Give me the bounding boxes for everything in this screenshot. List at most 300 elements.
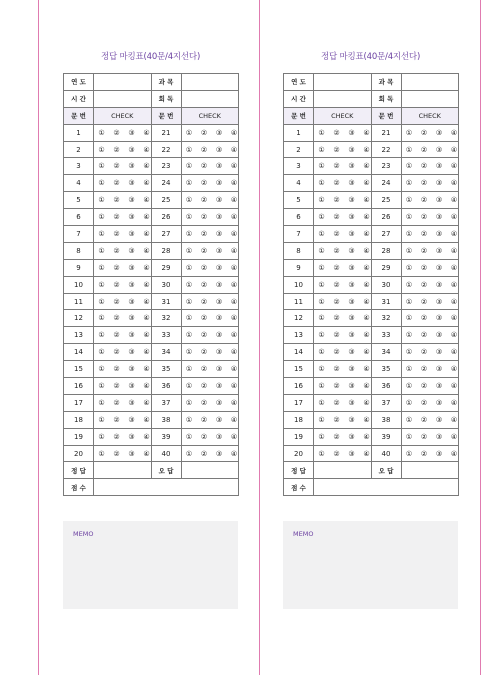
choice-3-bubble[interactable]: ③ [348,449,355,458]
choice-4-bubble[interactable]: ④ [363,348,370,357]
choice-1-bubble[interactable]: ① [98,229,105,238]
choice-4-bubble[interactable]: ④ [363,196,370,205]
choice-4-bubble[interactable]: ④ [450,398,458,407]
choice-4-bubble[interactable]: ④ [143,297,150,306]
choice-3-bubble[interactable]: ③ [435,145,443,154]
choice-4-bubble[interactable]: ④ [450,331,458,340]
choice-3-bubble[interactable]: ③ [435,196,443,205]
choice-1-bubble[interactable]: ① [405,314,413,323]
choice-1-bubble[interactable]: ① [405,145,413,154]
choice-1-bubble[interactable]: ① [98,331,105,340]
choice-4-bubble[interactable]: ④ [230,314,238,323]
choice-1-bubble[interactable]: ① [405,348,413,357]
choice-2-bubble[interactable]: ② [333,263,340,272]
choice-4-bubble[interactable]: ④ [230,280,238,289]
choice-1-bubble[interactable]: ① [318,449,325,458]
choice-4-bubble[interactable]: ④ [363,415,370,424]
choice-2-bubble[interactable]: ② [113,128,120,137]
choice-3-bubble[interactable]: ③ [348,196,355,205]
choice-3-bubble[interactable]: ③ [128,331,135,340]
subject-field[interactable] [181,74,239,91]
choice-2-bubble[interactable]: ② [200,432,208,441]
choice-3-bubble[interactable]: ③ [435,398,443,407]
choice-3-bubble[interactable]: ③ [348,398,355,407]
choice-3-bubble[interactable]: ③ [215,179,223,188]
choice-2-bubble[interactable]: ② [420,348,428,357]
choice-1-bubble[interactable]: ① [185,196,193,205]
wrong-field[interactable] [181,462,239,479]
choice-3-bubble[interactable]: ③ [348,365,355,374]
choice-1-bubble[interactable]: ① [318,213,325,222]
choice-2-bubble[interactable]: ② [113,398,120,407]
choice-1-bubble[interactable]: ① [318,179,325,188]
choice-4-bubble[interactable]: ④ [363,365,370,374]
choice-2-bubble[interactable]: ② [333,196,340,205]
choice-3-bubble[interactable]: ③ [435,162,443,171]
choice-2-bubble[interactable]: ② [333,348,340,357]
choice-3-bubble[interactable]: ③ [128,297,135,306]
choice-4-bubble[interactable]: ④ [363,331,370,340]
choice-1-bubble[interactable]: ① [405,263,413,272]
choice-2-bubble[interactable]: ② [200,162,208,171]
choice-2-bubble[interactable]: ② [333,432,340,441]
round-field[interactable] [401,90,459,107]
choice-1-bubble[interactable]: ① [185,348,193,357]
choice-2-bubble[interactable]: ② [420,381,428,390]
choice-2-bubble[interactable]: ② [333,179,340,188]
choice-1-bubble[interactable]: ① [318,229,325,238]
choice-1-bubble[interactable]: ① [185,263,193,272]
choice-4-bubble[interactable]: ④ [450,145,458,154]
choice-1-bubble[interactable]: ① [98,365,105,374]
choice-1-bubble[interactable]: ① [98,263,105,272]
choice-3-bubble[interactable]: ③ [128,415,135,424]
choice-3-bubble[interactable]: ③ [435,263,443,272]
choice-3-bubble[interactable]: ③ [348,432,355,441]
choice-2-bubble[interactable]: ② [200,229,208,238]
choice-4-bubble[interactable]: ④ [230,145,238,154]
choice-2-bubble[interactable]: ② [200,449,208,458]
choice-1-bubble[interactable]: ① [405,365,413,374]
correct-field[interactable] [314,462,372,479]
choice-4-bubble[interactable]: ④ [143,213,150,222]
choice-3-bubble[interactable]: ③ [215,246,223,255]
choice-1-bubble[interactable]: ① [98,449,105,458]
choice-2-bubble[interactable]: ② [333,162,340,171]
choice-4-bubble[interactable]: ④ [450,263,458,272]
choice-4-bubble[interactable]: ④ [450,432,458,441]
choice-1-bubble[interactable]: ① [98,179,105,188]
choice-2-bubble[interactable]: ② [113,246,120,255]
choice-1-bubble[interactable]: ① [185,365,193,374]
choice-3-bubble[interactable]: ③ [435,246,443,255]
choice-1-bubble[interactable]: ① [318,246,325,255]
choice-1-bubble[interactable]: ① [185,432,193,441]
choice-1-bubble[interactable]: ① [405,196,413,205]
choice-4-bubble[interactable]: ④ [143,314,150,323]
choice-3-bubble[interactable]: ③ [215,145,223,154]
choice-4-bubble[interactable]: ④ [363,314,370,323]
choice-1-bubble[interactable]: ① [318,196,325,205]
choice-1-bubble[interactable]: ① [98,128,105,137]
choice-3-bubble[interactable]: ③ [128,432,135,441]
choice-1-bubble[interactable]: ① [185,398,193,407]
choice-2-bubble[interactable]: ② [333,381,340,390]
choice-1-bubble[interactable]: ① [405,128,413,137]
choice-3-bubble[interactable]: ③ [215,297,223,306]
choice-3-bubble[interactable]: ③ [128,381,135,390]
choice-4-bubble[interactable]: ④ [450,179,458,188]
choice-3-bubble[interactable]: ③ [128,213,135,222]
choice-4-bubble[interactable]: ④ [450,365,458,374]
choice-1-bubble[interactable]: ① [405,398,413,407]
choice-1-bubble[interactable]: ① [318,398,325,407]
choice-3-bubble[interactable]: ③ [348,145,355,154]
choice-2-bubble[interactable]: ② [420,229,428,238]
choice-1-bubble[interactable]: ① [185,381,193,390]
choice-1-bubble[interactable]: ① [185,229,193,238]
choice-1-bubble[interactable]: ① [318,128,325,137]
choice-4-bubble[interactable]: ④ [450,280,458,289]
choice-3-bubble[interactable]: ③ [215,196,223,205]
choice-3-bubble[interactable]: ③ [435,449,443,458]
choice-1-bubble[interactable]: ① [185,145,193,154]
choice-3-bubble[interactable]: ③ [348,263,355,272]
choice-3-bubble[interactable]: ③ [435,314,443,323]
choice-3-bubble[interactable]: ③ [435,365,443,374]
time-field[interactable] [94,90,152,107]
choice-3-bubble[interactable]: ③ [348,128,355,137]
choice-4-bubble[interactable]: ④ [363,246,370,255]
choice-4-bubble[interactable]: ④ [230,297,238,306]
choice-3-bubble[interactable]: ③ [348,213,355,222]
choice-3-bubble[interactable]: ③ [128,229,135,238]
choice-4-bubble[interactable]: ④ [363,263,370,272]
choice-2-bubble[interactable]: ② [113,314,120,323]
choice-4-bubble[interactable]: ④ [143,128,150,137]
choice-2-bubble[interactable]: ② [420,398,428,407]
choice-2-bubble[interactable]: ② [333,145,340,154]
choice-2-bubble[interactable]: ② [333,365,340,374]
choice-3-bubble[interactable]: ③ [435,280,443,289]
choice-2-bubble[interactable]: ② [420,297,428,306]
choice-1-bubble[interactable]: ① [318,314,325,323]
choice-1-bubble[interactable]: ① [185,314,193,323]
choice-4-bubble[interactable]: ④ [450,297,458,306]
choice-1-bubble[interactable]: ① [318,162,325,171]
choice-1-bubble[interactable]: ① [185,415,193,424]
choice-2-bubble[interactable]: ② [200,398,208,407]
choice-1-bubble[interactable]: ① [98,145,105,154]
choice-1-bubble[interactable]: ① [405,449,413,458]
choice-4-bubble[interactable]: ④ [363,229,370,238]
choice-3-bubble[interactable]: ③ [215,229,223,238]
choice-3-bubble[interactable]: ③ [348,280,355,289]
choice-3-bubble[interactable]: ③ [215,449,223,458]
choice-4-bubble[interactable]: ④ [230,365,238,374]
choice-1-bubble[interactable]: ① [98,196,105,205]
choice-4-bubble[interactable]: ④ [143,162,150,171]
round-field[interactable] [181,90,239,107]
choice-2-bubble[interactable]: ② [333,280,340,289]
choice-2-bubble[interactable]: ② [200,179,208,188]
choice-3-bubble[interactable]: ③ [128,196,135,205]
choice-4-bubble[interactable]: ④ [450,196,458,205]
choice-4-bubble[interactable]: ④ [143,263,150,272]
choice-1-bubble[interactable]: ① [318,381,325,390]
subject-field[interactable] [401,74,459,91]
choice-1-bubble[interactable]: ① [405,280,413,289]
choice-1-bubble[interactable]: ① [185,213,193,222]
choice-4-bubble[interactable]: ④ [143,331,150,340]
choice-4-bubble[interactable]: ④ [363,297,370,306]
choice-2-bubble[interactable]: ② [113,196,120,205]
choice-4-bubble[interactable]: ④ [230,263,238,272]
choice-3-bubble[interactable]: ③ [215,415,223,424]
choice-3-bubble[interactable]: ③ [128,179,135,188]
choice-2-bubble[interactable]: ② [113,145,120,154]
choice-1-bubble[interactable]: ① [98,381,105,390]
choice-3-bubble[interactable]: ③ [128,246,135,255]
choice-4-bubble[interactable]: ④ [363,398,370,407]
choice-3-bubble[interactable]: ③ [215,398,223,407]
choice-2-bubble[interactable]: ② [200,297,208,306]
choice-3-bubble[interactable]: ③ [348,381,355,390]
choice-3-bubble[interactable]: ③ [215,432,223,441]
choice-4-bubble[interactable]: ④ [450,449,458,458]
choice-4-bubble[interactable]: ④ [230,229,238,238]
choice-2-bubble[interactable]: ② [200,415,208,424]
choice-2-bubble[interactable]: ② [113,162,120,171]
choice-1-bubble[interactable]: ① [98,432,105,441]
choice-2-bubble[interactable]: ② [200,263,208,272]
choice-2-bubble[interactable]: ② [420,145,428,154]
choice-2-bubble[interactable]: ② [420,196,428,205]
choice-4-bubble[interactable]: ④ [363,280,370,289]
choice-2-bubble[interactable]: ② [333,415,340,424]
choice-3-bubble[interactable]: ③ [348,162,355,171]
choice-3-bubble[interactable]: ③ [348,179,355,188]
choice-2-bubble[interactable]: ② [333,314,340,323]
choice-4-bubble[interactable]: ④ [450,213,458,222]
choice-1-bubble[interactable]: ① [405,432,413,441]
choice-3-bubble[interactable]: ③ [128,280,135,289]
wrong-field[interactable] [401,462,459,479]
choice-3-bubble[interactable]: ③ [215,381,223,390]
choice-2-bubble[interactable]: ② [420,179,428,188]
choice-1-bubble[interactable]: ① [98,280,105,289]
choice-4-bubble[interactable]: ④ [230,246,238,255]
choice-4-bubble[interactable]: ④ [143,145,150,154]
choice-1-bubble[interactable]: ① [185,297,193,306]
choice-3-bubble[interactable]: ③ [215,314,223,323]
choice-4-bubble[interactable]: ④ [363,145,370,154]
choice-3-bubble[interactable]: ③ [128,263,135,272]
choice-4-bubble[interactable]: ④ [450,229,458,238]
choice-1-bubble[interactable]: ① [405,415,413,424]
choice-3-bubble[interactable]: ③ [435,297,443,306]
choice-2-bubble[interactable]: ② [420,365,428,374]
choice-3-bubble[interactable]: ③ [215,348,223,357]
choice-2-bubble[interactable]: ② [113,381,120,390]
choice-2-bubble[interactable]: ② [113,331,120,340]
choice-4-bubble[interactable]: ④ [230,213,238,222]
choice-2-bubble[interactable]: ② [200,331,208,340]
year-field[interactable] [314,74,372,91]
choice-2-bubble[interactable]: ② [113,348,120,357]
choice-1-bubble[interactable]: ① [405,297,413,306]
choice-4-bubble[interactable]: ④ [143,398,150,407]
choice-1-bubble[interactable]: ① [405,331,413,340]
choice-4-bubble[interactable]: ④ [230,179,238,188]
choice-2-bubble[interactable]: ② [200,314,208,323]
choice-4-bubble[interactable]: ④ [363,162,370,171]
choice-2-bubble[interactable]: ② [113,297,120,306]
choice-2-bubble[interactable]: ② [333,297,340,306]
choice-2-bubble[interactable]: ② [333,246,340,255]
choice-4-bubble[interactable]: ④ [143,449,150,458]
choice-3-bubble[interactable]: ③ [348,246,355,255]
choice-3-bubble[interactable]: ③ [435,348,443,357]
choice-4-bubble[interactable]: ④ [230,432,238,441]
choice-2-bubble[interactable]: ② [420,246,428,255]
choice-2-bubble[interactable]: ② [113,280,120,289]
choice-2-bubble[interactable]: ② [113,432,120,441]
choice-3-bubble[interactable]: ③ [128,162,135,171]
choice-3-bubble[interactable]: ③ [215,331,223,340]
choice-3-bubble[interactable]: ③ [215,213,223,222]
choice-4-bubble[interactable]: ④ [363,381,370,390]
choice-3-bubble[interactable]: ③ [435,128,443,137]
choice-4-bubble[interactable]: ④ [143,196,150,205]
choice-1-bubble[interactable]: ① [185,280,193,289]
choice-3-bubble[interactable]: ③ [128,145,135,154]
choice-3-bubble[interactable]: ③ [128,365,135,374]
choice-2-bubble[interactable]: ② [200,196,208,205]
choice-1-bubble[interactable]: ① [318,365,325,374]
year-field[interactable] [94,74,152,91]
choice-1-bubble[interactable]: ① [318,331,325,340]
memo-box-right[interactable] [283,521,458,609]
choice-4-bubble[interactable]: ④ [143,246,150,255]
choice-1-bubble[interactable]: ① [98,415,105,424]
choice-1-bubble[interactable]: ① [405,381,413,390]
choice-1-bubble[interactable]: ① [405,246,413,255]
choice-2-bubble[interactable]: ② [420,162,428,171]
choice-1-bubble[interactable]: ① [405,229,413,238]
choice-2-bubble[interactable]: ② [200,280,208,289]
choice-2-bubble[interactable]: ② [113,213,120,222]
choice-3-bubble[interactable]: ③ [215,128,223,137]
choice-4-bubble[interactable]: ④ [450,314,458,323]
choice-3-bubble[interactable]: ③ [348,229,355,238]
choice-4-bubble[interactable]: ④ [450,381,458,390]
memo-box-left[interactable] [63,521,238,609]
choice-4-bubble[interactable]: ④ [143,280,150,289]
choice-2-bubble[interactable]: ② [113,179,120,188]
choice-4-bubble[interactable]: ④ [143,432,150,441]
choice-2-bubble[interactable]: ② [420,280,428,289]
choice-4-bubble[interactable]: ④ [143,229,150,238]
choice-2-bubble[interactable]: ② [333,213,340,222]
choice-4-bubble[interactable]: ④ [363,128,370,137]
choice-2-bubble[interactable]: ② [333,128,340,137]
choice-1-bubble[interactable]: ① [98,213,105,222]
choice-2-bubble[interactable]: ② [420,314,428,323]
choice-3-bubble[interactable]: ③ [348,314,355,323]
choice-3-bubble[interactable]: ③ [435,331,443,340]
choice-4-bubble[interactable]: ④ [450,348,458,357]
choice-2-bubble[interactable]: ② [420,415,428,424]
choice-4-bubble[interactable]: ④ [143,381,150,390]
choice-1-bubble[interactable]: ① [98,246,105,255]
choice-1-bubble[interactable]: ① [318,348,325,357]
score-field[interactable] [94,479,239,496]
choice-4-bubble[interactable]: ④ [230,196,238,205]
choice-4-bubble[interactable]: ④ [230,415,238,424]
choice-2-bubble[interactable]: ② [200,381,208,390]
choice-4-bubble[interactable]: ④ [230,449,238,458]
choice-1-bubble[interactable]: ① [405,213,413,222]
choice-4-bubble[interactable]: ④ [363,213,370,222]
choice-3-bubble[interactable]: ③ [215,280,223,289]
choice-3-bubble[interactable]: ③ [348,331,355,340]
choice-2-bubble[interactable]: ② [420,213,428,222]
choice-2-bubble[interactable]: ② [420,263,428,272]
choice-4-bubble[interactable]: ④ [143,179,150,188]
choice-1-bubble[interactable]: ① [185,179,193,188]
choice-2-bubble[interactable]: ② [200,246,208,255]
choice-4-bubble[interactable]: ④ [363,449,370,458]
choice-2-bubble[interactable]: ② [333,449,340,458]
choice-2-bubble[interactable]: ② [333,331,340,340]
choice-1-bubble[interactable]: ① [318,280,325,289]
choice-2-bubble[interactable]: ② [420,128,428,137]
choice-4-bubble[interactable]: ④ [450,246,458,255]
choice-3-bubble[interactable]: ③ [435,432,443,441]
choice-3-bubble[interactable]: ③ [128,449,135,458]
choice-3-bubble[interactable]: ③ [215,162,223,171]
choice-3-bubble[interactable]: ③ [128,348,135,357]
choice-4-bubble[interactable]: ④ [143,348,150,357]
choice-1-bubble[interactable]: ① [98,348,105,357]
choice-1-bubble[interactable]: ① [405,179,413,188]
choice-1-bubble[interactable]: ① [185,128,193,137]
choice-3-bubble[interactable]: ③ [435,213,443,222]
choice-1-bubble[interactable]: ① [98,297,105,306]
choice-1-bubble[interactable]: ① [318,145,325,154]
choice-4-bubble[interactable]: ④ [230,331,238,340]
choice-1-bubble[interactable]: ① [318,415,325,424]
choice-1-bubble[interactable]: ① [318,432,325,441]
choice-2-bubble[interactable]: ② [200,213,208,222]
choice-4-bubble[interactable]: ④ [230,128,238,137]
choice-3-bubble[interactable]: ③ [348,348,355,357]
choice-4-bubble[interactable]: ④ [450,128,458,137]
choice-3-bubble[interactable]: ③ [435,415,443,424]
choice-4-bubble[interactable]: ④ [230,381,238,390]
correct-field[interactable] [94,462,152,479]
choice-2-bubble[interactable]: ② [113,449,120,458]
choice-2-bubble[interactable]: ② [113,365,120,374]
choice-4-bubble[interactable]: ④ [363,179,370,188]
choice-4-bubble[interactable]: ④ [450,162,458,171]
choice-2-bubble[interactable]: ② [200,145,208,154]
choice-3-bubble[interactable]: ③ [348,415,355,424]
choice-2-bubble[interactable]: ② [420,449,428,458]
choice-1-bubble[interactable]: ① [98,314,105,323]
choice-4-bubble[interactable]: ④ [143,365,150,374]
